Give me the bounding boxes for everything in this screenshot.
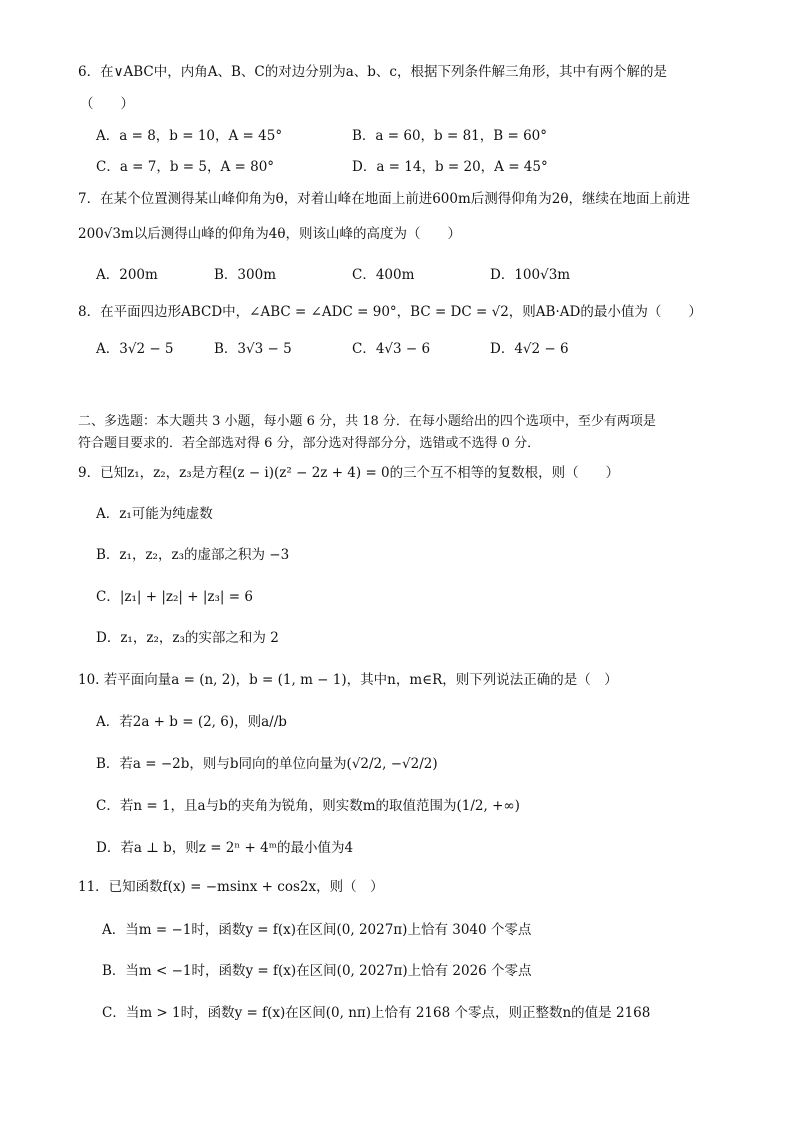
q9-option-b: B．z₁，z₂，z₃的虚部之积为 −3 bbox=[96, 547, 290, 563]
q9-option-a: A．z₁可能为纯虚数 bbox=[96, 506, 213, 522]
q8-option-c: C．4√3 − 6 bbox=[352, 341, 431, 357]
q11-stem: 11．已知函数f(x) = −msinx + cos2x，则（ ） bbox=[78, 879, 384, 895]
q10-stem: 10. 若平面向量a = (n, 2)，b = (1, m − 1)，其中n，m∈R，则下列说法正确的是（ ） bbox=[78, 672, 618, 688]
q10-option-a: A．若2a + b = (2, 6)，则a//b bbox=[96, 714, 287, 730]
q7-option-a: A．200m bbox=[96, 267, 158, 283]
q7-stem-line2: 200√3m以后测得山峰的仰角为4θ，则该山峰的高度为（ ） bbox=[78, 226, 461, 242]
q7-option-d: D．100√3m bbox=[490, 267, 571, 283]
q6-answer-paren: （ ） bbox=[80, 96, 134, 112]
q8-option-b: B．3√3 − 5 bbox=[214, 341, 292, 357]
q6-option-c: C．a = 7，b = 5，A = 80° bbox=[96, 159, 275, 175]
q11-option-a: A．当m = −1时，函数y = f(x)在区间(0, 2027π)上恰有 3040 个零点 bbox=[102, 922, 532, 938]
section2-heading-line2: 符合题目要求的．若全部选对得 6 分，部分选对得部分分，选错或不选得 0 分． bbox=[78, 436, 541, 451]
q11-option-c: C．当m > 1时，函数y = f(x)在区间(0, nπ)上恰有 2168 个零点，则正整数n的值是 2168 bbox=[102, 1005, 651, 1021]
q7-option-c: C．400m bbox=[352, 267, 415, 283]
q9-option-d: D．z₁，z₂，z₃的实部之和为 2 bbox=[96, 630, 279, 646]
q6-option-d: D．a = 14，b = 20，A = 45° bbox=[352, 159, 548, 175]
q8-stem: 8．在平面四边形ABCD中，∠ABC = ∠ADC = 90°，BC = DC = √2，则AB·AD的最小值为（ ） bbox=[78, 304, 702, 320]
q8-option-a: A．3√2 − 5 bbox=[96, 341, 174, 357]
q9-option-c: C．|z₁| + |z₂| + |z₃| = 6 bbox=[96, 589, 253, 605]
q10-option-c: C．若n = 1，且a与b的夹角为锐角，则实数m的取值范围为(1/2, +∞) bbox=[96, 798, 520, 814]
q6-option-a: A．a = 8，b = 10，A = 45° bbox=[96, 128, 283, 144]
q7-stem-line1: 7．在某个位置测得某山峰仰角为θ，对着山峰在地面上前进600m后测得仰角为2θ，继续在地面上前进 bbox=[78, 191, 691, 207]
q6-stem: 6．在∨ABC中，内角A、B、C的对边分别为a、b、c，根据下列条件解三角形，其中有两个解的是 bbox=[78, 64, 667, 80]
q8-option-d: D．4√2 − 6 bbox=[490, 341, 569, 357]
q11-option-b: B．当m < −1时，函数y = f(x)在区间(0, 2027π)上恰有 2026 个零点 bbox=[102, 963, 532, 979]
q9-stem: 9．已知z₁，z₂，z₃是方程(z − i)(z² − 2z + 4) = 0的三个互不相等的复数根，则（ ） bbox=[78, 465, 620, 481]
q6-option-b: B．a = 60，b = 81，B = 60° bbox=[352, 128, 547, 144]
section2-heading-line1: 二、多选题：本大题共 3 小题，每小题 6 分，共 18 分．在每小题给出的四个选项中，至少有两项是 bbox=[78, 414, 656, 429]
q10-option-d: D．若a ⊥ b，则z = 2ⁿ + 4ᵐ的最小值为4 bbox=[96, 840, 354, 856]
q7-option-b: B．300m bbox=[214, 267, 276, 283]
q10-option-b: B．若a = −2b，则与b同向的单位向量为(√2/2, −√2/2) bbox=[96, 756, 438, 772]
